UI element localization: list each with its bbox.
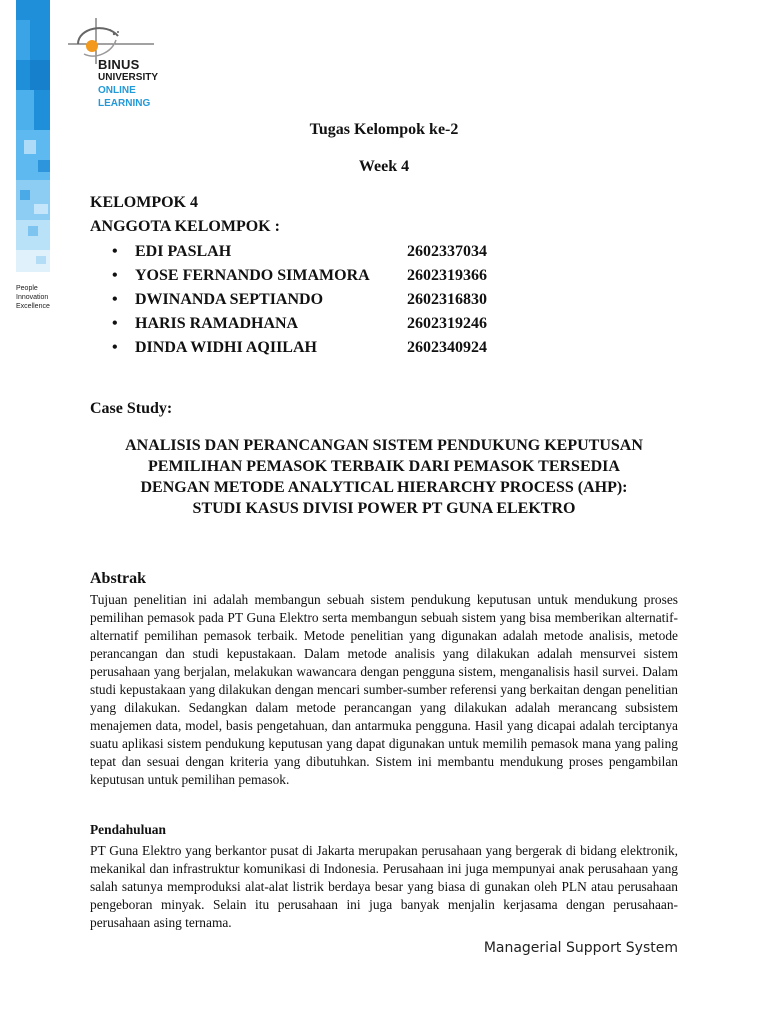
title-line: DENGAN METODE ANALYTICAL HIERARCHY PROCESS (AHP): xyxy=(140,479,628,496)
member-row xyxy=(90,312,510,336)
title-line: PEMILIHAN PEMASOK TERBAIK DARI PEMASOK TERSEDIA xyxy=(148,458,620,475)
member-row xyxy=(90,336,510,360)
bullet: • xyxy=(112,315,118,332)
member-nim: 2602319246 xyxy=(407,315,487,332)
sidebar-decoration xyxy=(16,0,50,272)
member-row xyxy=(90,288,510,312)
bullet: • xyxy=(112,267,118,284)
group-label: KELOMPOK 4 xyxy=(90,194,198,211)
tagline-line-2: Innovation xyxy=(16,294,49,301)
member-name: DWINANDA SEPTIANDO xyxy=(135,291,324,308)
bullet: • xyxy=(112,339,118,356)
abstract-text: Tujuan penelitian ini adalah membangun sebuah sistem pendukung keputusan untuk mendukung proses pemilihan pemasok pada PT Guna Elektro serta membangun sebuah sistem yang bisa memberikan alternatif-alternatif pemilihan pemasok terbaik. Metode penelitian yang digunakan adalah metode analisis, metode perancangan dan studi kepustakaan. Dalam metode analisis yang dilakukan adalah mensurvei sistem perusahaan yang berjalan, melakukan wawancara dengan pengguna sistem, menganalisis hasil survei. Dalam studi kepustakaan yang dilakukan dengan mencari sumber-sumber referensi yang berkaitan dengan penelitian yang dilakukan. Sedangkan dalam metode perancangan yang dilakukan adalah merancang subsistem menajemen data, model, basis pengetahuan, dan antarmuka pengguna. Hasil yang dicapai adalah terciptanya suatu aplikasi sistem pendukung keputusan yang dapat digunakan untuk memilih pemasok mana yang paling tepat dan sesuai dengan kriteria yang dibutuhkan. Sistem ini membantu mendukung proses pengambilan keputusan untuk pemilihan pemasok. xyxy=(90,592,678,787)
member-list xyxy=(90,240,510,360)
logo-learning: LEARNING xyxy=(98,98,151,109)
introduction-text: PT Guna Elektro yang berkantor pusat di Jakarta merupakan perusahaan yang bergerak di bidang elektronik, mekanikal dan infrastruktur komunikasi di Indonesia. Perusahaan ini juga mempunyai anak perusahaan yang salah satunya memproduksi alat-alat listrik berdaya besar yang biasa di gunakan oleh PLN atau perusahaan pengeboran minyak. Selain itu perusahaan ini juga banyak menjalin kerjasama dengan perusahaan-perusahaan asing ternama. xyxy=(90,843,678,930)
tagline xyxy=(16,284,50,311)
logo-online: ONLINE xyxy=(98,85,136,96)
member-name: HARIS RAMADHANA xyxy=(135,315,299,332)
member-nim: 2602316830 xyxy=(407,291,487,308)
title-line: ANALISIS DAN PERANCANGAN SISTEM PENDUKUNG KEPUTUSAN xyxy=(125,437,643,454)
member-nim: 2602340924 xyxy=(407,339,487,356)
case-study-title xyxy=(90,435,678,519)
member-name: YOSE FERNANDO SIMAMORA xyxy=(135,267,370,284)
week-label: Week 4 xyxy=(358,158,410,175)
tagline-line-1: People xyxy=(16,285,38,292)
member-name: EDI PASLAH xyxy=(135,243,232,260)
logo-text xyxy=(98,58,158,110)
member-name: DINDA WIDHI AQIILAH xyxy=(135,339,317,356)
member-row xyxy=(90,264,510,288)
case-study-label: Case Study: xyxy=(90,400,173,417)
member-nim: 2602337034 xyxy=(407,243,487,260)
members-label: ANGGOTA KELOMPOK : xyxy=(90,218,280,235)
tagline-line-3: Excellence xyxy=(16,303,50,310)
abstract-heading: Abstrak xyxy=(90,570,147,587)
introduction-heading: Pendahuluan xyxy=(90,822,166,837)
footer-course-name: Managerial Support System xyxy=(483,940,678,956)
member-row xyxy=(90,240,510,264)
assignment-title: Tugas Kelompok ke-2 xyxy=(309,121,459,138)
bullet: • xyxy=(112,243,118,260)
logo-binus: BINUS xyxy=(98,57,140,72)
member-nim: 2602319366 xyxy=(407,267,487,284)
bullet: • xyxy=(112,291,118,308)
logo-university: UNIVERSITY xyxy=(98,72,159,83)
title-line: STUDI KASUS DIVISI POWER PT GUNA ELEKTRO xyxy=(192,500,576,517)
